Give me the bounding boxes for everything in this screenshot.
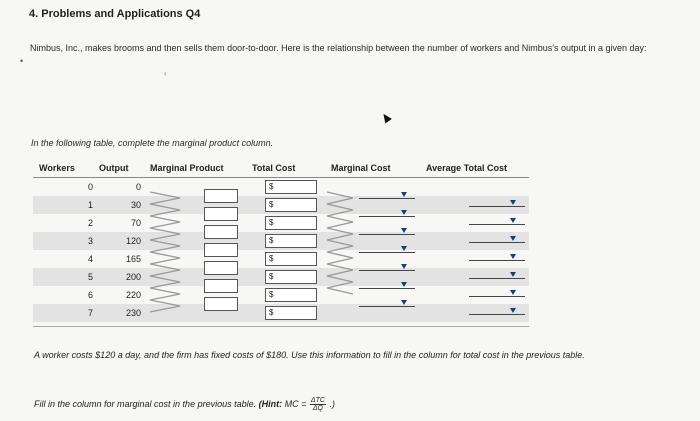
dropdown-arrow-icon[interactable]: [401, 228, 407, 233]
workers-cell: 6: [87, 290, 93, 300]
average-total-cost-dropdown[interactable]: [469, 296, 525, 297]
table-bottom-divider: [33, 326, 529, 327]
mc-zigzag-graphic: [325, 190, 359, 300]
header-workers: Workers: [39, 163, 75, 173]
average-total-cost-dropdown[interactable]: [469, 242, 525, 243]
dropdown-arrow-icon[interactable]: [510, 200, 516, 205]
dropdown-arrow-icon[interactable]: [401, 282, 407, 287]
cost-info-text: A worker costs $120 a day, and the firm has fixed costs of $180. Use this information to fill in the column for total cost in the previous table.: [34, 350, 585, 360]
marginal-cost-dropdown[interactable]: [359, 198, 415, 199]
dropdown-arrow-icon[interactable]: [401, 300, 407, 305]
dropdown-arrow-icon[interactable]: [401, 246, 407, 251]
total-cost-input[interactable]: $: [265, 288, 317, 302]
cursor-mark-icon: ‹: [164, 69, 167, 78]
output-cell: 0: [135, 182, 141, 192]
question-title: 4. Problems and Applications Q4: [29, 8, 201, 20]
intro-text: Nimbus, Inc., makes brooms and then sells them door-to-door. Here is the relationship between the number of workers and Nimbus's output in a given day:: [30, 43, 647, 53]
marginal-cost-dropdown[interactable]: [359, 306, 415, 307]
hint-label: (Hint:: [258, 398, 283, 409]
average-total-cost-dropdown[interactable]: [469, 206, 525, 207]
dropdown-arrow-icon[interactable]: [401, 192, 407, 197]
cost-table: [33, 160, 529, 327]
hint-numerator: ΔTC: [310, 397, 325, 404]
output-cell: 220: [125, 290, 141, 300]
marginal-product-input[interactable]: [204, 225, 238, 239]
average-total-cost-dropdown[interactable]: [469, 260, 525, 261]
marginal-cost-dropdown[interactable]: [359, 270, 415, 271]
header-total-cost: Total Cost: [252, 163, 296, 173]
dropdown-arrow-icon[interactable]: [510, 290, 516, 295]
dropdown-arrow-icon[interactable]: [401, 210, 407, 215]
dropdown-arrow-icon[interactable]: [510, 236, 516, 241]
average-total-cost-dropdown[interactable]: [469, 278, 525, 279]
marginal-cost-dropdown[interactable]: [359, 234, 415, 235]
marginal-product-input[interactable]: [204, 297, 238, 311]
workers-cell: 7: [87, 308, 93, 318]
average-total-cost-dropdown[interactable]: [469, 314, 525, 315]
workers-cell: 2: [87, 218, 93, 228]
hint-fraction: [310, 397, 326, 412]
marginal-product-input[interactable]: [204, 261, 238, 275]
workers-cell: 0: [87, 182, 93, 192]
marginal-product-input[interactable]: [204, 279, 238, 293]
dropdown-arrow-icon[interactable]: [510, 254, 516, 259]
output-cell: 165: [125, 254, 141, 264]
dropdown-arrow-icon[interactable]: [510, 218, 516, 223]
output-cell: 200: [125, 272, 141, 282]
total-cost-input[interactable]: $: [265, 234, 317, 248]
hint-formula-lhs: MC =: [284, 398, 307, 409]
header-output: Output: [99, 163, 129, 173]
mc-instruction-text: Fill in the column for marginal cost in the previous table.: [34, 398, 257, 409]
output-cell: 230: [125, 308, 141, 318]
table-instruction: In the following table, complete the marginal product column.: [31, 138, 274, 148]
marginal-cost-dropdown[interactable]: [359, 288, 415, 289]
header-marginal-cost: Marginal Cost: [331, 163, 391, 173]
dropdown-arrow-icon[interactable]: [401, 264, 407, 269]
output-cell: 70: [130, 218, 141, 228]
workers-cell: 1: [87, 200, 93, 210]
hint-denominator: ΔQ: [312, 405, 324, 412]
workers-cell: 4: [87, 254, 93, 264]
total-cost-input[interactable]: $: [265, 198, 317, 212]
total-cost-input[interactable]: $: [265, 180, 317, 194]
marginal-cost-dropdown[interactable]: [359, 216, 415, 217]
bullet-marker: •: [20, 56, 24, 66]
workers-cell: 3: [87, 236, 93, 246]
total-cost-input[interactable]: $: [265, 216, 317, 230]
workers-cell: 5: [87, 272, 93, 282]
output-cell: 120: [125, 236, 141, 246]
mc-instruction: [34, 397, 335, 412]
total-cost-input[interactable]: $: [265, 252, 317, 266]
mouse-cursor-icon: [380, 112, 392, 124]
total-cost-input[interactable]: $: [265, 270, 317, 284]
marginal-cost-dropdown[interactable]: [359, 252, 415, 253]
dropdown-arrow-icon[interactable]: [510, 308, 516, 313]
hint-closing: .): [329, 398, 335, 409]
marginal-product-input[interactable]: [204, 207, 238, 221]
mp-zigzag-graphic: [146, 190, 186, 318]
dropdown-arrow-icon[interactable]: [510, 272, 516, 277]
total-cost-input[interactable]: $: [265, 306, 317, 320]
marginal-product-input[interactable]: [204, 189, 238, 203]
header-average-total-cost: Average Total Cost: [426, 163, 508, 173]
header-marginal-product: Marginal Product: [150, 163, 224, 173]
output-cell: 30: [130, 200, 141, 210]
marginal-product-input[interactable]: [204, 243, 238, 257]
average-total-cost-dropdown[interactable]: [469, 224, 525, 225]
